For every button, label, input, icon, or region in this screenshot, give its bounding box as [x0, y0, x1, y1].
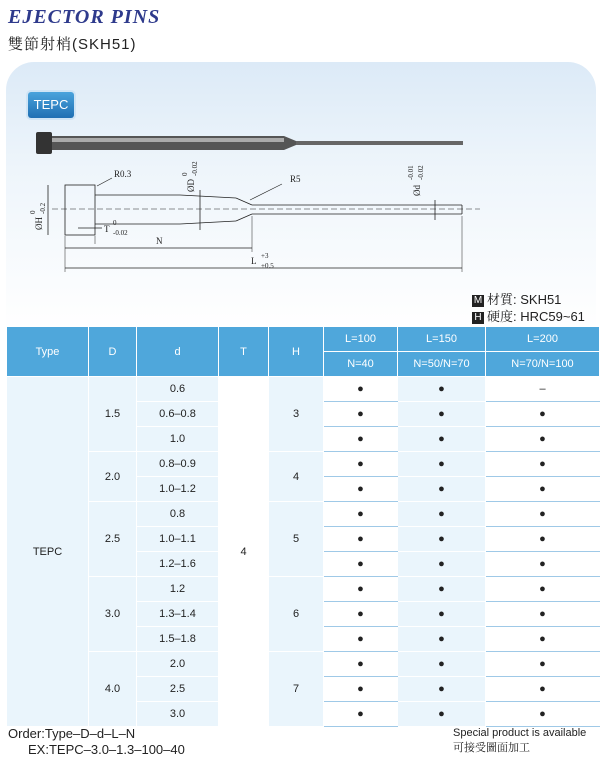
availability-cell: ● [324, 652, 398, 677]
availability-cell: ● [324, 402, 398, 427]
h-label: ØH [34, 217, 44, 230]
t-tol-bot: -0.02 [113, 229, 128, 237]
availability-cell: ● [398, 477, 486, 502]
availability-cell: – [486, 377, 600, 402]
D-cell: 3.0 [89, 577, 137, 652]
table-row [7, 577, 600, 602]
h-tol-top: 0 [29, 210, 37, 214]
table-row [7, 377, 600, 402]
example-line: EX:TEPC–3.0–1.3–100–40 [28, 742, 185, 757]
availability-cell: ● [398, 552, 486, 577]
d-cell: 1.2–1.6 [137, 552, 219, 577]
availability-cell: ● [486, 552, 600, 577]
d-cell: 0.6–0.8 [137, 402, 219, 427]
table-row [7, 502, 600, 527]
H-cell: 7 [269, 652, 324, 727]
availability-cell: ● [398, 627, 486, 652]
bigd-tol-top: 0 [181, 172, 189, 176]
header-d: d [137, 327, 219, 377]
availability-cell: ● [486, 527, 600, 552]
T-cell: 4 [219, 377, 269, 727]
availability-cell: ● [398, 702, 486, 727]
l-tol-top: +3 [261, 252, 269, 260]
availability-cell: ● [486, 702, 600, 727]
availability-cell: ● [398, 677, 486, 702]
header-L100: L=100 [324, 327, 398, 352]
availability-cell: ● [398, 502, 486, 527]
d-cell: 1.0–1.2 [137, 477, 219, 502]
availability-cell: ● [398, 452, 486, 477]
availability-cell: ● [324, 577, 398, 602]
hardness-text: 硬度: HRC59~61 [487, 309, 585, 324]
page-subtitle: 雙節射梢(SKH51) [8, 36, 137, 53]
type-cell: TEPC [7, 377, 89, 727]
d-cell: 3.0 [137, 702, 219, 727]
material-tag: M [473, 295, 483, 306]
H-cell: 4 [269, 452, 324, 502]
header-N3: N=70/N=100 [486, 352, 600, 377]
special-en: Special product is available [453, 727, 587, 739]
availability-cell: ● [324, 377, 398, 402]
availability-cell: ● [398, 602, 486, 627]
bigd-tol-bot: -0.02 [191, 161, 199, 176]
availability-cell: ● [324, 427, 398, 452]
availability-cell: ● [398, 577, 486, 602]
table-row [7, 652, 600, 677]
type-badge: TEPC [28, 92, 74, 118]
d-cell: 1.5–1.8 [137, 627, 219, 652]
header-L200: L=200 [486, 327, 600, 352]
D-cell: 2.0 [89, 452, 137, 502]
hardness-tag: H [472, 312, 484, 324]
t-tol-top: 0 [113, 219, 117, 227]
availability-cell: ● [324, 702, 398, 727]
l-tol-bot: +0.5 [261, 262, 274, 270]
availability-cell: ● [486, 652, 600, 677]
availability-cell: ● [324, 552, 398, 577]
h-tol-bot: -0.2 [39, 202, 47, 214]
header-N2: N=50/N=70 [398, 352, 486, 377]
availability-cell: ● [486, 577, 600, 602]
d-cell: 0.6 [137, 377, 219, 402]
special-note [453, 726, 586, 756]
d-cell: 0.8 [137, 502, 219, 527]
availability-cell: ● [324, 627, 398, 652]
order-line: Order:Type–D–d–L–N [8, 726, 136, 741]
header-L150: L=150 [398, 327, 486, 352]
page-title: EJECTOR PINS [8, 6, 161, 28]
availability-cell: ● [398, 652, 486, 677]
d-cell: 2.0 [137, 652, 219, 677]
r03-label: R0.3 [114, 169, 132, 179]
table-row [7, 452, 600, 477]
bigd-label: ØD [186, 179, 196, 192]
d-cell: 1.0 [137, 427, 219, 452]
D-cell: 1.5 [89, 377, 137, 452]
availability-cell: ● [486, 452, 600, 477]
availability-cell: ● [324, 502, 398, 527]
availability-cell: ● [324, 527, 398, 552]
H-cell: 6 [269, 577, 324, 652]
header-D: D [89, 327, 137, 377]
smalld-tol-top: -0.01 [407, 165, 415, 180]
drawing-labels [29, 161, 425, 270]
d-cell: 1.2 [137, 577, 219, 602]
spec-table-body [7, 377, 600, 727]
D-cell: 2.5 [89, 502, 137, 577]
d-cell: 0.8–0.9 [137, 452, 219, 477]
availability-cell: ● [398, 377, 486, 402]
header-N1: N=40 [324, 352, 398, 377]
H-cell: 5 [269, 502, 324, 577]
smalld-label: Ød [412, 185, 422, 196]
availability-cell: ● [486, 477, 600, 502]
ejector-pin-drawing [0, 0, 600, 300]
availability-cell: ● [398, 427, 486, 452]
header-type: Type [7, 327, 89, 377]
d-cell: 2.5 [137, 677, 219, 702]
t-label: T [104, 224, 110, 234]
header-H: H [269, 327, 324, 377]
availability-cell: ● [398, 402, 486, 427]
hardness-spec [472, 306, 585, 325]
spec-table [6, 326, 600, 727]
availability-cell: ● [486, 627, 600, 652]
smalld-tol-bot: -0.02 [417, 165, 425, 180]
availability-cell: ● [486, 402, 600, 427]
d-cell: 1.0–1.1 [137, 527, 219, 552]
availability-cell: ● [486, 502, 600, 527]
availability-cell: ● [324, 602, 398, 627]
r5-label: R5 [290, 174, 301, 184]
availability-cell: ● [486, 602, 600, 627]
pin-illustration [36, 132, 463, 154]
availability-cell: ● [324, 452, 398, 477]
H-cell: 3 [269, 377, 324, 452]
availability-cell: ● [486, 427, 600, 452]
d-cell: 1.3–1.4 [137, 602, 219, 627]
availability-cell: ● [486, 677, 600, 702]
l-label: L [251, 256, 257, 266]
n-label: N [156, 236, 163, 246]
order-format [8, 726, 185, 758]
availability-cell: ● [324, 677, 398, 702]
header-T: T [219, 327, 269, 377]
D-cell: 4.0 [89, 652, 137, 727]
availability-cell: ● [398, 527, 486, 552]
availability-cell: ● [324, 477, 398, 502]
material-text: 材質: SKH51 [487, 292, 562, 307]
special-zh: 可接受圖面加工 [453, 742, 530, 754]
